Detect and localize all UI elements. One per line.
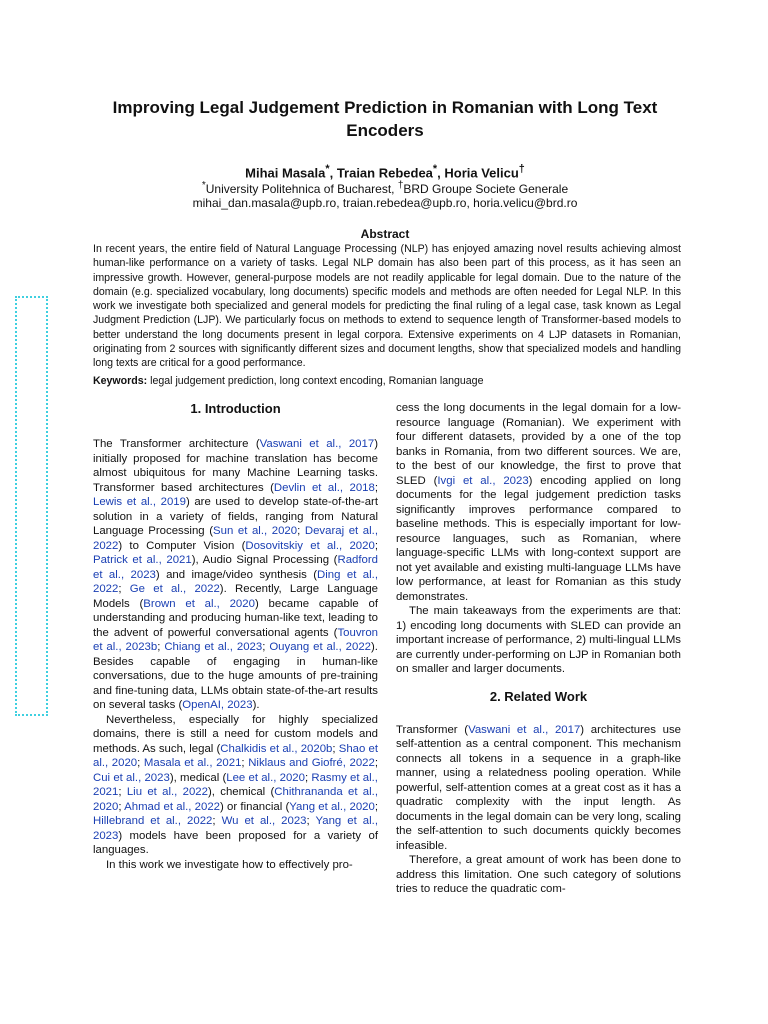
paragraph <box>93 437 378 713</box>
citation-link[interactable]: Ouyang et al., 2022 <box>269 641 372 653</box>
paragraph-text: ) initially proposed for machine translation has become almost ubiquitous for many Machine Learning tasks. Transformer based architectures ( <box>93 438 378 494</box>
citation-link[interactable]: Ge et al., 2022 <box>129 583 220 595</box>
citation-link[interactable]: Niklaus and Giofré, 2022 <box>248 757 375 769</box>
paragraph-text: ; <box>212 815 222 827</box>
paragraph-text: cess the long documents in the legal domain for a low-resource language (Romanian). We experiment with four different datasets, provided by a one of the top banks in Romania, from two different sources. We are, to the best of our knowledge, the first to prove that SLED ( <box>396 402 681 487</box>
citation-link[interactable]: Chithrananda et al., 2020 <box>93 786 378 813</box>
citation-link[interactable]: Ivgi et al., 2023 <box>437 474 529 487</box>
citation-link[interactable]: Patrick et al., 2021 <box>93 554 192 566</box>
margin-selection-box <box>15 296 48 716</box>
citation-link[interactable]: Liu et al., 2022 <box>126 786 208 798</box>
paragraph-text: ; <box>241 757 249 769</box>
paragraph-text: The Transformer architecture ( <box>93 438 260 450</box>
paragraph-text: ; <box>374 539 378 552</box>
author-name: Mihai Masala <box>245 165 326 181</box>
affiliation-mark: † <box>518 163 525 175</box>
paragraph-text: ; <box>297 525 305 537</box>
paragraph <box>93 858 378 873</box>
affiliations <box>90 179 680 210</box>
citation-link[interactable]: Chalkidis et al., 2020b <box>220 742 333 755</box>
paragraph-text: ; <box>374 757 378 769</box>
citation-link[interactable]: Devaraj et al., 2022 <box>93 525 379 552</box>
paragraph-text: ) and image/video synthesis ( <box>155 568 318 581</box>
paragraph-text: ) became capable of understanding and producing human-like text, leading to the advent of powerful conversational agents ( <box>93 597 378 639</box>
paragraph-text: Therefore, a great amount of work has been done to address this limitation. One such category of solutions tries to reduce the quadratic com- <box>396 854 681 895</box>
citation-link[interactable]: Yang et al., 2023 <box>93 815 378 842</box>
paragraph-text: ). <box>252 699 260 711</box>
paragraph-text: ). Recently, Large Language Models ( <box>93 583 378 610</box>
citation-link[interactable]: OpenAI, 2023 <box>182 699 253 711</box>
paragraph-text: ) or financial ( <box>220 800 290 813</box>
affiliation-mark: * <box>325 163 330 175</box>
author-list: Mihai Masala*, Traian Rebedea*, Horia Velicu† <box>245 163 525 181</box>
paragraph-text: Nevertheless, especially for highly specialized domains, there is still a need for custom models and methods. As such, legal ( <box>93 713 378 755</box>
paragraph <box>396 853 681 897</box>
citation-link[interactable]: Ahmad et al., 2022 <box>124 800 221 813</box>
citation-link[interactable]: Wu et al., 2023 <box>221 815 307 827</box>
paragraph-text: ), chemical ( <box>207 786 275 798</box>
section-heading-related-work: 2. Related Work <box>489 688 588 704</box>
citation-link[interactable]: Brown et al., 2020 <box>143 597 255 610</box>
paragraph-text: In this work we investigate how to effectively pro- <box>106 858 353 871</box>
citation-link[interactable]: Yang et al., 2020 <box>289 800 375 813</box>
citation-link[interactable]: Shao et al., 2020 <box>93 742 378 769</box>
section-heading-introduction: 1. Introduction <box>190 401 281 416</box>
paragraph <box>93 713 378 858</box>
paragraph-text: ) are used to develop state-of-the-art solution in a variety of fields, ranging from Natural Language Processing ( <box>93 496 378 537</box>
paragraph-text: ; <box>262 641 270 653</box>
citation-link[interactable]: Cui et al., 2023 <box>93 771 170 784</box>
paragraph-text: ), medical ( <box>169 771 227 784</box>
paragraph-text: The main takeaways from the experiments are that: 1) encoding long documents with SLED can provide an important increase of performance, 2) multi-lingual LLMs are currently under-performing on LJP in Romanian both on smaller and larger documents. <box>396 605 681 675</box>
paragraph-text: ; <box>157 641 165 653</box>
citation-link[interactable]: Sun et al., 2020 <box>213 525 298 537</box>
paragraph <box>396 401 681 604</box>
keywords-label: Keywords: <box>93 375 148 387</box>
paragraph-text: Transformer ( <box>396 723 469 736</box>
paragraph-text: ; <box>137 757 144 769</box>
citation-link[interactable]: Masala et al., 2021 <box>143 757 242 769</box>
abstract-heading: Abstract <box>360 227 410 241</box>
citation-link[interactable]: Lee et al., 2020 <box>226 771 305 784</box>
citation-link[interactable]: Devlin et al., 2018 <box>273 481 375 494</box>
paper-title: Improving Legal Judgement Prediction in Romanian with Long Text Encoders <box>112 98 658 140</box>
paragraph <box>396 604 681 677</box>
keywords-text: legal judgement prediction, long context encoding, Romanian language <box>147 375 484 387</box>
paragraph-text: ) architectures use self-attention as a central component. This mechanism connects all tokens in a sequence in a graph-like manner, using a relatedness pooling operation. While powerful, self-attention comes at a great cost as it has a quadratic complexity with the input length. As documents in the legal domain can be very long, scaling the self-attention to such documents quickly becomes infeasible. <box>396 723 681 852</box>
abstract-text: In recent years, the entire field of Natural Language Processing (NLP) has enjoyed amazing novel results achieving almost human-like performance on a variety of tasks. Legal NLP domain has also been part of this process, as it has seen an impressive growth. However, general-purpose models are not readily applicable for legal domain. Due to the nature of the domain (e.g. specialized vocabulary, long documents) specific models and methods are often needed for Legal NLP. In this work we investigate both specialized and general models for predicting the final ruling of a legal case, task known as Legal Judgment Prediction (LJP). We particularly focus on methods to extend to sequence length of Transformer-based models to better understand the long documents present in legal corpora. Extensive experiments on 4 LJP datasets in Romanian, originating from 2 sources with significantly different sizes and document lengths, show that specialized models and handling long texts are critical for a good performance. <box>93 243 681 370</box>
citation-link[interactable]: Vaswani et al., 2017 <box>468 723 581 736</box>
affiliation-mark: * <box>432 163 438 175</box>
citation-link[interactable]: Dosovitskiy et al., 2020 <box>245 539 375 552</box>
author-emails: mihai_dan.masala@upb.ro, traian.rebedea@upb.ro, horia.velicu@brd.ro <box>192 196 578 210</box>
author-name: Horia Velicu <box>444 165 519 181</box>
citation-link[interactable]: Rasmy et al., 2021 <box>93 771 378 798</box>
affiliation-line: *University Politehnica of Bucharest, †BRD Groupe Societe Generale <box>201 180 569 196</box>
paragraph-text: ) models have been proposed for a variety of languages. <box>93 829 378 856</box>
paragraph-text: ) to Computer Vision ( <box>118 539 246 552</box>
paragraph-text: ). Besides capable of engaging in human-like conversations, due to the huge amounts of pre-training and fine-tuning data, LLMs obtain state-of-the-art results on several tasks ( <box>93 641 378 711</box>
paragraph-text: ; <box>306 815 316 827</box>
paragraph-text: ; <box>118 786 127 798</box>
paragraph <box>396 723 681 854</box>
citation-link[interactable]: Chiang et al., 2023 <box>164 641 263 653</box>
citation-link[interactable]: Touvron et al., 2023b <box>93 626 378 653</box>
citation-link[interactable]: Vaswani et al., 2017 <box>259 438 375 450</box>
left-column <box>93 401 378 872</box>
keywords <box>93 375 681 387</box>
paragraph-text: ; <box>304 771 312 784</box>
author-name: Traian Rebedea <box>336 165 433 181</box>
paragraph-text: ), Audio Signal Processing ( <box>191 554 338 566</box>
paragraph-text: ; <box>374 481 378 494</box>
paragraph-text: ; <box>118 583 130 595</box>
right-column <box>396 401 681 897</box>
paragraph-text: ; <box>374 800 378 813</box>
citation-link[interactable]: Ding et al., 2022 <box>93 568 379 595</box>
citation-link[interactable]: Hillebrand et al., 2022 <box>93 815 213 827</box>
paragraph-text: ; <box>332 742 339 755</box>
citation-link[interactable]: Radford et al., 2023 <box>93 554 378 581</box>
citation-link[interactable]: Lewis et al., 2019 <box>93 496 186 508</box>
paragraph-text: ) encoding applied on long documents for the legal judgement prediction tasks significantly improves performance compared to baseline methods. This is especially important for low-resource languages, such as Romanian, where language-specific LLMs with long-context support are not yet available and existing multi-language LLMs have low performance, at least for Romanian as this study demonstrates. <box>396 474 681 603</box>
paragraph-text: ; <box>118 800 125 813</box>
